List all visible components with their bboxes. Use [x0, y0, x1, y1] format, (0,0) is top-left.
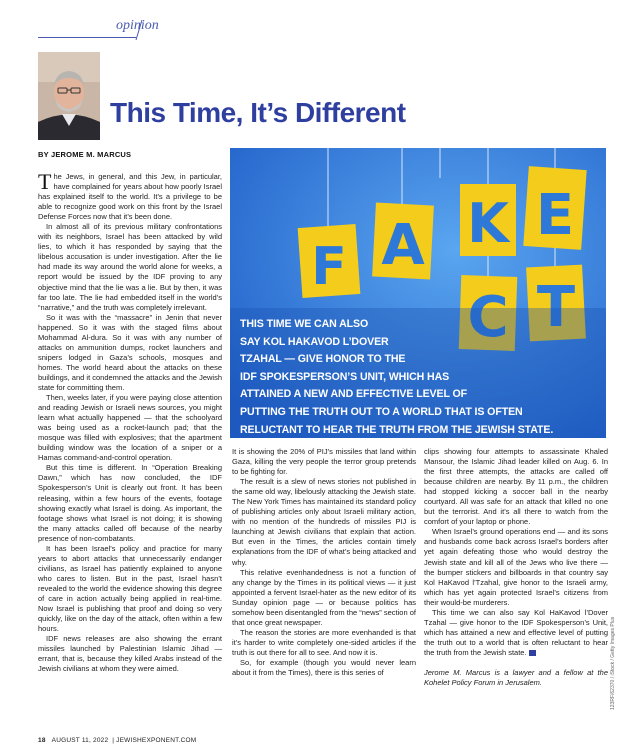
section-rule — [38, 37, 136, 38]
article-column-3 — [424, 447, 608, 737]
photo-credit: 123RF/62370 / iStock / Getty Images Plus — [610, 616, 616, 710]
paragraph: The reason the stories are more evenhanded is that it’s harder to write completely one-sided articles if the truth is out there for all to see. And now it is. — [232, 627, 416, 657]
tile-letter-4: C — [467, 285, 509, 350]
section-label: opinion — [116, 18, 159, 33]
end-mark-icon — [529, 650, 536, 656]
pull-quote-line: IDF SPOKESPERSON’S UNIT, WHICH HAS — [240, 370, 450, 383]
pull-quote-line: TZAHAL — GIVE HONOR TO THE — [240, 353, 406, 366]
paragraph: So it was with the “massacre” in Jenin that never happened. So it was with the staged films about Mohammad Al-dura. So it was with any number of attacks on ammunition dumps, rocket launchers and snipers lodged in Gaza’s schools, mosques and homes. The world heard about the attacks on these buildings, and it condemned the attacks and the Jewish state for committing them. — [38, 312, 222, 392]
tile-letter-1: F — [311, 237, 347, 297]
section-slash-icon — [133, 18, 145, 42]
paragraph: This relative evenhandedness is not a function of any change by the Times in its political views — it just appointed a fervent Israel-hater as the new editor of its Sunday opinion page — or because politics has somehow been disentangled from the “news” section of that once great newspaper. — [232, 567, 416, 627]
tile-letter-3: K — [467, 192, 509, 255]
pull-quote-line: THIS TIME WE CAN ALSO — [240, 318, 369, 330]
paragraph: Then, weeks later, if you were paying close attention and reading Jewish or Israeli news sources, you might learn what actually happened — that the schoolyard was being used as a rocket-launch pad; that the mosque was filled with explosives; that the apartment building window was the location of a sniper or a Hamas command-and-control operation. — [38, 393, 222, 463]
drop-cap: T — [38, 169, 52, 194]
pull-quote-line: RELUCTANT TO HEAR THE TRUTH FROM THE JEWISH STATE. — [240, 423, 554, 436]
paragraph: clips showing four attempts to assassinate Khaled Mansour, the Islamic Jihad leader killed on Aug. 6. In the first three attempts, the attacks are called off because children are nearby. By 11 p.m., the children had stopped kicking a soccer ball in the nearby courtyard. All was safe for an attack that killed no one but the terrorist. And it’s all there to watch from the comfort of your laptop or phone. — [424, 447, 608, 527]
page-footer: 18 AUGUST 11, 2022 | JEWISHEXPONENT.COM — [38, 737, 197, 744]
paragraph: But this time is different. In “Operation Breaking Dawn,” which has now concluded, the IDF Spokesperson’s Unit is clearly out front. It has been releasing, within a few hours of the events, footage showing exactly what Israel is doing. As important, the footage shows what Israel is not doing; it is showing the many attacks called off because of the nearby presence of non-combatants. — [38, 463, 222, 543]
tile-letter-6: T — [536, 275, 576, 340]
author-bio: Jerome M. Marcus is a lawyer and a fellow at the Kohelet Policy Forum in Jerusalem. — [424, 667, 608, 688]
pull-quote-line: PUTTING THE TRUTH OUT TO A WORLD THAT IS OFTEN — [240, 405, 523, 418]
paragraph: In almost all of its previous military confrontations with its neighbors, Israel has been attacked by wild lies, to which it has responded by saying that the libelous accusation is under investigation. After the lie had made its way around the world alone for weeks, a report would be issued by the IDF proving to any objective mind that the lie was a lie. But by then, it was far too late. The lie had embedded itself in the world’s “narrative,” and the truth was completely irrelevant. — [38, 222, 222, 312]
pull-quote-line: SAY KOL HAKAVOD L’DOVER — [240, 335, 389, 348]
pull-quote-line: ATTAINED A NEW AND EFFECTIVE LEVEL OF — [240, 388, 468, 401]
paragraph: The result is a slew of news stories not published in the same old way, libelously attacking the Jewish state. The New York Times has maintained its standard policy of publishing articles only about Israeli military action, with no mention of the hundreds of missiles PIJ is launching at Jewish civilians that explain that action. But even in the Times, the articles contain timely explanations from the IDF of what’s being attacked and why. — [232, 477, 416, 567]
paragraph: When Israel’s ground operations end — and its sons and husbands come back across Israel’s borders after yet again defeating those who would destroy the Jewish state and kill all of the Jews who live there — the bumper stickers and billboards in that country say Kol HaKavod l’Tzahal, give honor to the Israeli army, which has yet again protected Israel’s citizens from their would-be murderers. — [424, 527, 608, 607]
pull-quote — [240, 316, 600, 434]
paragraph: It has been Israel’s policy and practice for many years to abort attacks that unnecessarily endanger civilians, as Israel has patiently explained to anyone who cares to listen. But in the past, Israel hasn’t revealed to the world the evidence showing this degree of care in action actually being applied in real-time. Now Israel is publishing that proof and doing so very quickly, like on the day of the attack, often within a few hours. — [38, 543, 222, 634]
headline: This Time, It’s Different — [110, 97, 406, 128]
author-photo — [38, 52, 100, 140]
byline: BY JEROME M. MARCUS — [38, 150, 132, 159]
paragraph: It is showing the 20% of PIJ’s missiles that land within Gaza, killing the very people the terror group pretends to be fighting for. — [232, 447, 416, 477]
tile-letter-5: E — [535, 183, 575, 248]
paragraph: So, for example (though you would never learn about it from the Times), there is this series of — [232, 657, 416, 678]
paragraph: This time we can also say Kol HaKavod l’Dover Tzahal — give honor to the IDF Spokesperson’s Unit, which has attained a new and effective level of putting the truth out to a world that is often reluctant to hear the truth from the Jewish state. — [424, 607, 608, 657]
paragraph: IDF news releases are also showing the errant missiles launched by Palestinian Islamic Jihad — errant, that is, because they killed Arabs instead of the Jewish civilians at whom they were aimed. — [38, 634, 222, 674]
article-column-2 — [232, 447, 416, 737]
tile-letter-2: A — [381, 213, 425, 278]
issue-date: AUGUST 11, 2022 — [51, 737, 109, 744]
page-number: 18 — [38, 737, 46, 744]
site-url: JEWISHEXPONENT.COM — [116, 737, 197, 744]
article-column-1 — [38, 169, 222, 732]
paragraph: The Jews, in general, and this Jew, in particular, have complained for years about how poorly Israel has explained itself to the world. It’s a privilege to be able to recognize good work on this front by the Israel Defense Forces now that it’s been done. — [38, 169, 222, 222]
